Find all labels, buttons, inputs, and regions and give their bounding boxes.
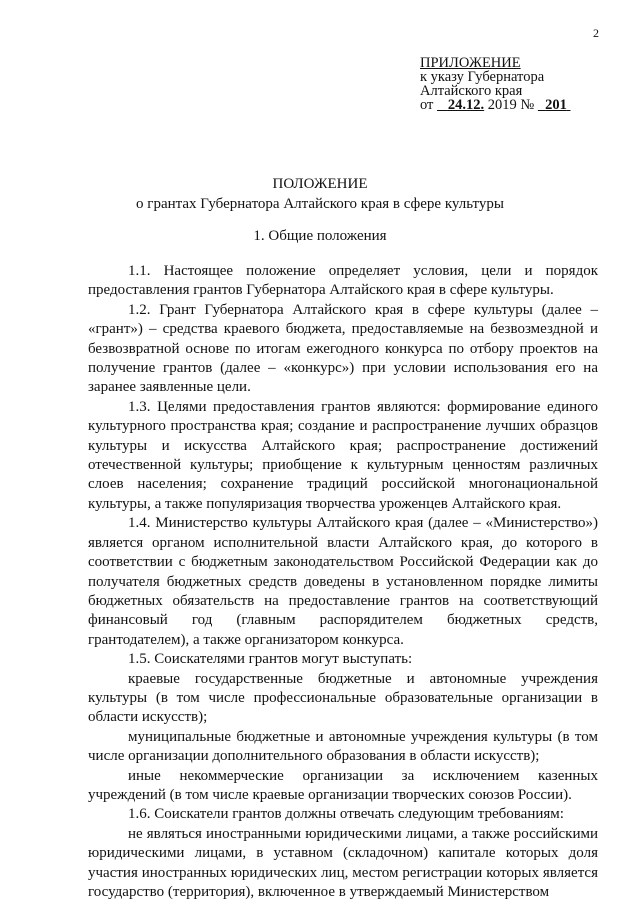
annex-number	[538, 97, 571, 113]
annex-title: ПРИЛОЖЕНИЕ	[420, 55, 521, 71]
annex-date-value: 24.12.	[447, 97, 485, 113]
document-subtitle: о грантах Губернатора Алтайского края в сфере культуры	[136, 196, 504, 212]
paragraph: 1.3. Целями предоставления грантов являются: формирование единого культурного пространства края; создание и распространение лучших образцов культуры и искусства Алтайского края; распространение достижений отечественной культуры; приобщение к культурным ценностям различных слоев населения; сохранение традиций российской многонациональной культуры, а также популяризация творчества уроженцев Алтайского края.	[88, 398, 598, 512]
document-heading	[0, 174, 640, 214]
paragraph: 1.1. Настоящее положение определяет условия, цели и порядок предоставления грантов Губернатора Алтайского края в сфере культуры.	[88, 263, 598, 299]
annex-date-line	[420, 98, 571, 112]
paragraph: 1.4. Министерство культуры Алтайского края (далее – «Министерство») является органом исполнительной власти Алтайского края, до которого в соответствии с бюджетным законодательством Российской Федерации как до получателя бюджетных средств доведены в установленном порядке лимиты бюджетных обязательств на предоставление грантов на соответствующий финансовый год (главным распорядителем бюджетных средств, грантодателем), а также организатором конкурса.	[88, 515, 598, 648]
paragraph: не являться иностранными юридическими лицами, а также российскими юридическими лицами, в уставном (складочном) капитале которых доля участия иностранных юридических лиц, местом регистрации которых является государство (территория), включенное в утверждаемый Министерством	[88, 825, 598, 900]
paragraph: муниципальные бюджетные и автономные учреждения культуры (в том числе организации дополнительного образования в области искусств);	[88, 728, 598, 765]
paragraph: 1.5. Соискателями грантов могут выступать:	[128, 651, 413, 668]
paragraph: 1.2. Грант Губернатора Алтайского края в сфере культуры (далее – «грант») – средства краевого бюджета, предоставляемые на безвозмездной и безвозвратной основе по итогам ежегодного конкурса по отбору проектов на получение грантов (далее – «конкурс») при условии использования его на заранее заявленные цели.	[88, 301, 598, 396]
annex-line-region: Алтайского края	[420, 83, 523, 99]
annex-year: 2019 №	[487, 97, 535, 113]
section-title: 1. Общие положения	[253, 228, 387, 244]
paragraph: 1.6. Соискатели грантов должны отвечать следующим требованиям:	[128, 806, 564, 823]
document-body	[88, 262, 598, 902]
annex-line-decree: к указу Губернатора	[420, 69, 545, 85]
annex-date-prefix: от	[420, 97, 434, 113]
paragraph: краевые государственные бюджетные и автономные учреждения культуры (в том числе профессиональные образовательные организации в области искусств);	[88, 670, 598, 726]
document-title: ПОЛОЖЕНИЕ	[272, 176, 368, 192]
annex-date	[437, 97, 484, 113]
page-number: 2	[593, 26, 599, 40]
paragraph: иные некоммерческие организации за исключением казенных учреждений (в том числе краевые организации творческих союзов России).	[88, 767, 598, 803]
annex-block	[420, 56, 571, 112]
annex-number-value: 201	[545, 97, 567, 113]
